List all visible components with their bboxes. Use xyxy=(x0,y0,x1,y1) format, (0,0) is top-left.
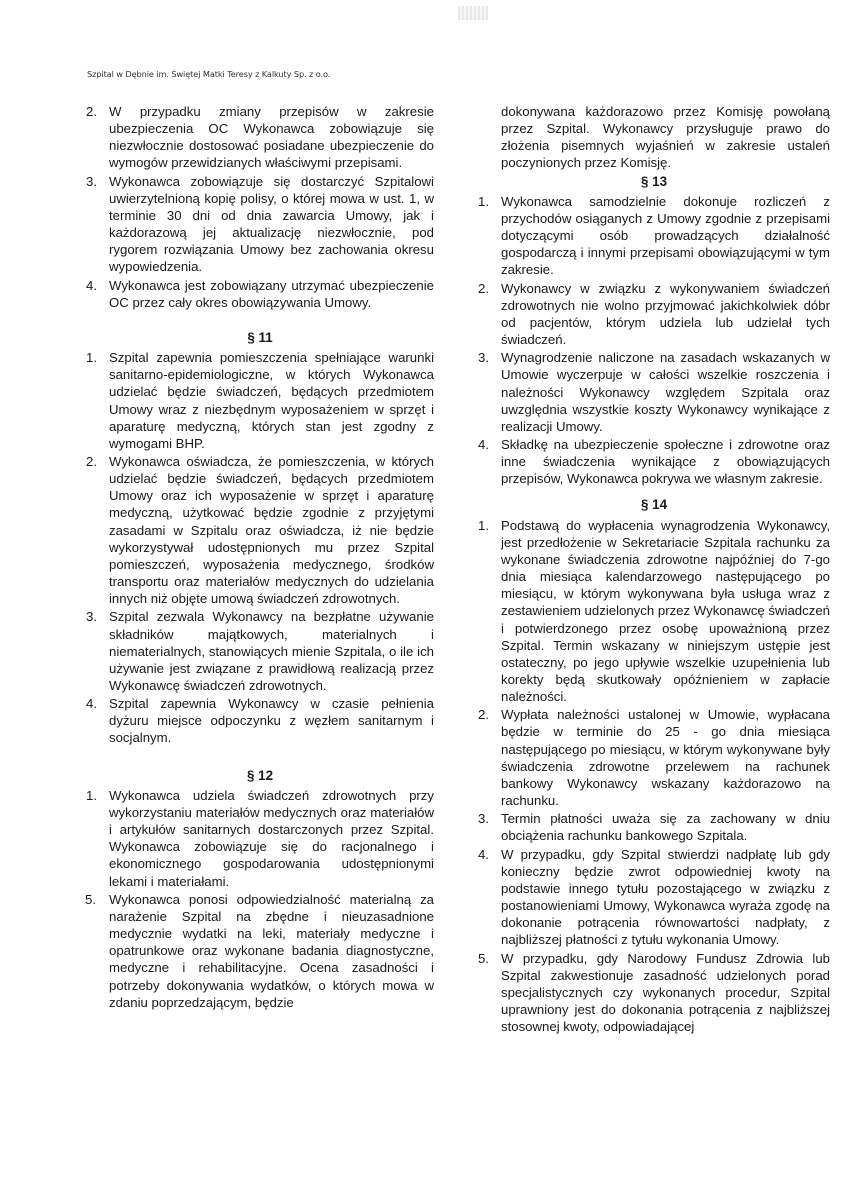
item-text: Wykonawca udziela świadczeń zdrowotnych przy wykorzystaniu materiałów medycznych oraz materiałów i artykułów sanitarnych dostarczonych przez Szpital. Wykonawca zobowiązuje się do racjonalnego i ekonomicznego gospodarowania udostępnionymi lekami i materiałami. xyxy=(109,787,434,889)
item-text: Szpital zapewnia pomieszczenia spełniające warunki sanitarno-epidemiologiczne, w których Wykonawca udzielać będzie świadczeń, będących przedmiotem Umowy wraz z niezbędnym wyposażeniem w sprzęt i aparaturę medyczną, których stan jest zgodny z wymogami BHP. xyxy=(109,350,434,451)
s14-item-5 xyxy=(478,950,830,1036)
item-number: 3. xyxy=(86,609,97,625)
item-number: 3. xyxy=(478,350,489,366)
s11-item-2 xyxy=(86,453,434,607)
item-text: Wypłata należności ustalonej w Umowie, wypłacana będzie w terminie do 25 - go dnia miesiąca następującego po miesiącu, w którym wykonywane były świadczenia zdrowotne przelewem na rachunek bankowy Wykonawcy wskazany każdorazowo na rachunku. xyxy=(501,707,830,809)
item-number: 2. xyxy=(86,453,97,469)
item-text: Wykonawca jest zobowiązany utrzymać ubezpieczenie OC przez cały okres obowiązywania Umowy. xyxy=(109,277,434,310)
s14-item-1 xyxy=(478,517,830,706)
s13-item-1 xyxy=(478,193,830,279)
item-text: Wykonawca oświadcza, że pomieszczenia, w których udzielać będzie świadczeń, będących przedmiotem Umowy oraz ich wyposażenie w sprzęt i aparaturę medyczną, użytkować będzie zgodnie z przyjętymi zasadami w Szpitalu oraz oświadcza, iż nie będzie wykorzystywał udostępnionych mu przez Szpital pomieszczeń, wyposażenia medycznego, środków transportu oraz materiałów medycznych do udzielania innych niż objęte umową świadczeń zdrowotnych. xyxy=(109,453,434,607)
document-header: Szpital w Dębnie im. Świętej Matki Teresy z Kalkuty Sp. z o.o. xyxy=(87,69,331,79)
section-heading-14: § 14 xyxy=(640,497,668,513)
s13-item-2 xyxy=(478,280,830,349)
item-number: 4. xyxy=(86,277,97,293)
item-number: 2. xyxy=(478,707,489,723)
item-number: 4. xyxy=(86,696,97,712)
right-column xyxy=(478,103,830,1036)
item-number: 1. xyxy=(86,350,97,366)
s12-continuation: dokonywana każdorazowo przez Komisję powołaną przez Szpital. Wykonawcy przysługuje prawo do złożenia pisemnych wyjaśnień w zakresie ustaleń poczynionych przez Komisję. xyxy=(501,104,830,171)
item-text: W przypadku zmiany przepisów w zakresie ubezpieczenia OC Wykonawca zobowiązuje się niezwłocznie dostosować posiadane ubezpieczenie do wymogów przewidzianych właściwymi przepisami. xyxy=(109,104,434,171)
section-heading-12: § 12 xyxy=(246,767,274,783)
item-text: Wykonawca ponosi odpowiedzialność materialną za narażenie Szpital na zbędne i nieuzasadnione medycznie wydatki na leki, materiały medyczne i opatrunkowe oraz wykonane badania diagnostyczne, medyczne i rehabilitacyjne. Ocena zasadności i potrzeby dokonywania wydatków, o których mowa w zdaniu poprzedzającym, będzie xyxy=(109,891,434,1010)
s11-item-3 xyxy=(86,608,434,694)
item-text: Wykonawcy w związku z wykonywaniem świadczeń zdrowotnych nie wolno przyjmować jakichkolwiek dóbr od pacjentów, którym udziela lub udzielał tych świadczeń. xyxy=(501,280,830,348)
item-text: Składkę na ubezpieczenie społeczne i zdrowotne oraz inne świadczenia wynikające z obowiązujących przepisów, Wykonawca pokrywa we własnym zakresie. xyxy=(501,436,830,487)
section-heading-11: § 11 xyxy=(247,329,273,345)
item-number: 3. xyxy=(478,811,489,827)
s12-item-1 xyxy=(86,787,434,890)
s11-item-1 xyxy=(86,349,434,452)
s10-item-2 xyxy=(86,103,434,172)
s14-item-4 xyxy=(478,846,830,949)
item-text: Wykonawca samodzielnie dokonuje rozliczeń z przychodów osiąganych z Umowy zgodnie z przepisami dotyczącymi osób prowadzących działalność gospodarczą i innymi przepisami obowiązującymi w tym zakresie. xyxy=(501,193,830,278)
item-number: 4. xyxy=(478,846,489,862)
item-number: 4. xyxy=(478,436,489,452)
scan-stamp-mark xyxy=(458,6,488,20)
item-number: 2. xyxy=(86,104,97,119)
item-text: Wynagrodzenie naliczone na zasadach wskazanych w Umowie wyczerpuje w całości wszelkie roszczenia i należności Wykonawcy względem Szpitala oraz uwzględnia wszystkie koszty Wykonawcy wynikające z realizacji Umowy. xyxy=(501,350,830,434)
item-number: 1. xyxy=(478,193,489,209)
item-number: 5. xyxy=(85,891,96,907)
item-number: 5. xyxy=(478,950,489,966)
s12-item-5 xyxy=(86,891,434,1011)
item-text: Termin płatności uważa się za zachowany w dniu obciążenia rachunku bankowego Szpitala. xyxy=(501,811,830,844)
item-text: W przypadku, gdy Szpital stwierdzi nadpłatę lub gdy konieczny będzie zwrot odpowiedniej kwoty na podstawie innego tytułu pozostającego w związku z postanowieniami Umowy, Wykonawca wyraża zgodę na dokonanie potrącenia równowartości nadpłaty, z najbliższej płatności z tytułu wykonania Umowy. xyxy=(501,846,830,948)
item-number: 2. xyxy=(478,280,489,296)
s11-item-4 xyxy=(86,695,434,746)
item-text: Podstawą do wypłacenia wynagrodzenia Wykonawcy, jest przedłożenie w Sekretariacie Szpitala rachunku za wykonane świadczenia zdrowotne najpóźniej do 7-go dnia miesiąca kalendarzowego następującego po miesiącu, w którym wykonywana była usługa wraz z zestawieniem udzielonych przez Wykonawcę świadczeń i potwierdzonego przez osobę upoważnioną przez Szpital. Termin wskazany w niniejszym ustępie jest ostateczny, po jego upływie wszelkie uzupełnienia lub korekty będą skutkowały opóźnieniem w zapłacie należności. xyxy=(501,517,830,705)
item-number: 3. xyxy=(86,173,97,189)
left-column xyxy=(86,103,434,1012)
s14-item-2 xyxy=(478,706,830,809)
section-heading-13: § 13 xyxy=(640,173,668,189)
s13-item-3 xyxy=(478,349,830,435)
s10-item-4 xyxy=(86,277,434,311)
item-number: 1. xyxy=(478,517,489,533)
item-text: Szpital zezwala Wykonawcy na bezpłatne używanie składników majątkowych, materialnych i niematerialnych, stanowiących mienie Szpitala, o ile ich używanie jest związane z prawidłową realizacją przez Wykonawcę świadczeń zdrowotnych. xyxy=(109,609,434,693)
s14-item-3 xyxy=(478,810,830,844)
item-text: Wykonawca zobowiązuje się dostarczyć Szpitalowi uwierzytelnioną kopię polisy, o której mowa w ust. 1, w terminie 30 dni od dnia zawarcia Umowy, jak i każdorazową jej aktualizację niezwłocznie, pod rygorem rozwiązania Umowy bez zachowania okresu wypowiedzenia. xyxy=(109,173,434,275)
item-number: 1. xyxy=(86,787,97,803)
item-text: W przypadku, gdy Narodowy Fundusz Zdrowia lub Szpital zakwestionuje zasadność udzielonych porad specjalistycznych czy wykonanych procedur, Szpital uprawniony jest do dokonania potrącenia z najbliższej stosownej kwoty, odpowiadającej xyxy=(501,950,830,1035)
s10-item-3 xyxy=(86,173,434,276)
s13-item-4 xyxy=(478,436,830,487)
item-text: Szpital zapewnia Wykonawcy w czasie pełnienia dyżuru miejsce odpoczynku z węzłem sanitarnym i socjalnym. xyxy=(109,696,434,746)
